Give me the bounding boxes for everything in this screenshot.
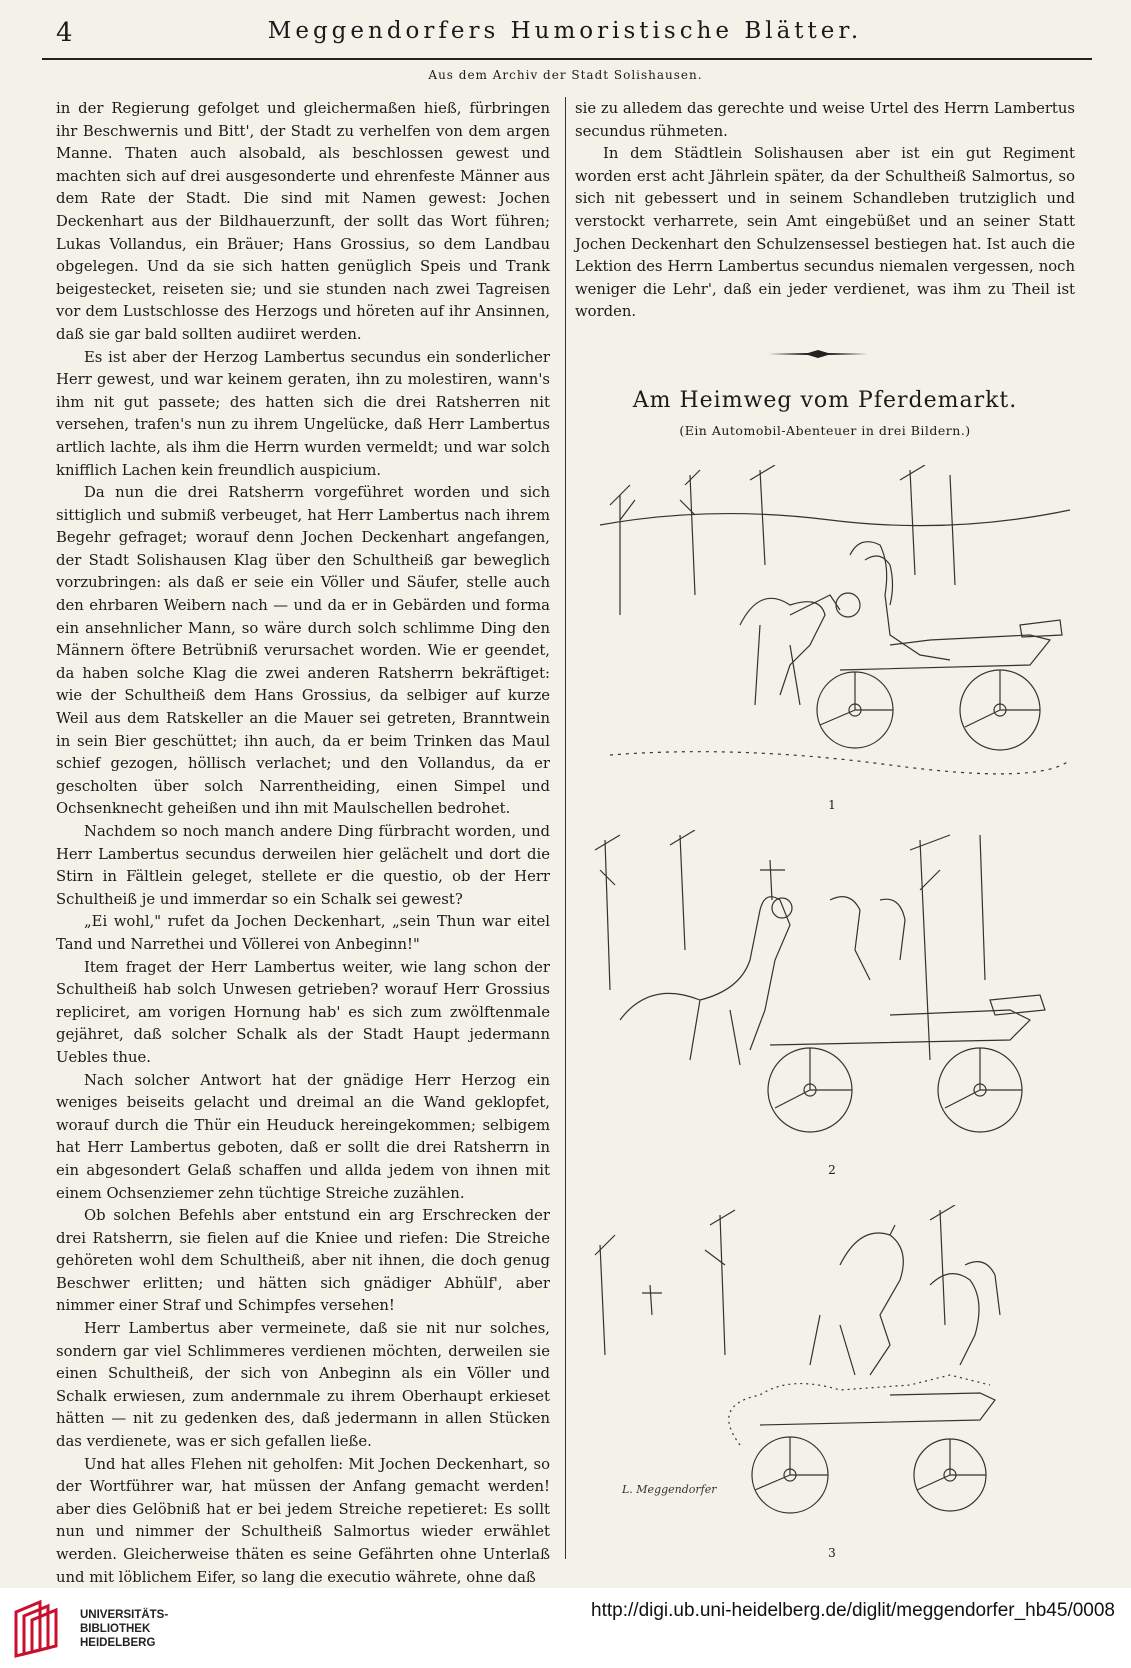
- library-name-line: BIBLIOTHEK: [80, 1623, 151, 1635]
- article-title: Am Heimweg vom Pferdemarkt.: [632, 388, 1018, 413]
- paragraph: in der Regierung gefolget und gleichermaßen hieß, fürbringen ihr Beschwernis und Bitt', der Stadt zu verhelfen von dem argen Manne. Thaten auch alsobald, als beschlossen gewest und machten sich auf drei ausgesonderte und ehrenfeste Männer aus dem Rate der Stadt. Die sind mit Namen gewest: Jochen Deckenhart aus der Bildhauerzunft, der sollt das Wort führen; Lukas Vollandus, ein Bräuer; Hans Grossius, so dem Landbau obgelegen. Und da sie sich hatten genüglich Speis und Trank beigestecket, reiseten sie; und sie stunden nach zwei Tagreisen vor dem Lustschlosse des Herzogs und höreten auf ihr Ansinnen, daß sie gar bald sollten audiiret werden.: [56, 100, 550, 343]
- paragraph: Item fraget der Herr Lambertus weiter, wie lang schon der Schultheiß hab solch Unwesen getrieben? worauf Herr Grossius repliciret, am vorigen Hornung hab' es sich zum zwölftenmale gejähret, daß solcher Schalk als der Stadt Haupt jedermann Uebles thue.: [56, 958, 550, 1066]
- panel-caption: 2: [828, 1163, 836, 1177]
- right-column: [575, 98, 1075, 324]
- page-number: 4: [56, 18, 73, 48]
- paragraph: „Ei wohl," rufet da Jochen Deckenhart, „sein Thun war eitel Tand und Narrethei und Völlerei von Anbeginn!": [56, 913, 550, 953]
- header-rule: [42, 58, 1092, 60]
- illustration-panel-2: [590, 830, 1075, 1155]
- paragraph: Es ist aber der Herzog Lambertus secundus ein sonderlicher Herr gewest, und war keinem geraten, ihn zu molestiren, wann's ihm nit gut passete; des hatten sich die drei Ratsherren nit versehen, trafen's nun zu ihrem Ungelücke, daß Herr Lambertus artlich lachte, als ihm die Herrn wurden vermeldt; und war solch knifflich Lachen kein freundlich auspicium.: [56, 348, 550, 479]
- paragraph: In dem Städtlein Solishausen aber ist ein gut Regiment worden erst acht Jährlein später, da der Schultheiß Salmortus, so sich nit gebessert und in seinem Schandleben trutziglich und verstockt verharrete, sein Amt eingebüßet und an seiner Statt Jochen Deckenhart den Schulzensessel bestiegen hat. Ist auch die Lektion des Herrn Lambertus secundus niemalen vergessen, noch weniger die Lehr', daß ein jeder verdienet, was ihm zu Theil ist worden.: [575, 145, 1075, 321]
- paragraph: Herr Lambertus aber vermeinete, daß sie nit nur solches, sondern gar viel Schlimmeres verdienen möchten, derweilen sie einen Schultheiß, der sich von Anbeginn als ein Völler und Schalk erwiesen, zum andernmale zu ihrem Oberhaupt erkieset hätten — nit zu gedenken des, daß jedermann in allen Stücken das verdienete, was er sich gefallen ließe.: [56, 1320, 550, 1451]
- paragraph: Da nun die drei Ratsherrn vorgeführet worden und sich sittiglich und submiß verbeuget, hat Herr Lambertus nach ihrem Begehr gefraget; worauf denn Jochen Deckenhart angefangen, der Stadt Solishausen Klag über den Schultheiß gar beweglich vorzubringen: als daß er seie ein Völler und Säufer, stelle auch den ehrbaren Weibern nach — und da er in Gebärden und forma ein ansehnlicher Mann, so wäre durch solch schlimme Ding den Männern öftere Betrübniß verursachet worden. Wie er geendet, da haben solche Klag die zwei anderen Ratsherrn bekräftiget: wie der Schultheiß dem Hans Grossius, da selbiger auf kurze Weil aus dem Ratskeller an die Mauer sei getreten, Branntwein in sein Bier geschüttet; ihn auch, da er beim Trinken das Maul schief gezogen, höllisch verlachet; und den Vollandus, da er gescholten über solch Narrentheiding, einen Simpel und Ochsenknecht geheißen und ihn mit Maulschellen bedrohet.: [56, 484, 550, 818]
- illustration-panel-1: [590, 465, 1075, 790]
- article-subtitle: (Ein Automobil-Abenteuer in drei Bildern.): [679, 423, 971, 438]
- paragraph: Ob solchen Befehls aber entstund ein arg Erschrecken der drei Ratsherrn, sie fielen auf die Kniee und riefen: Die Streiche gehöreten wohl dem Schultheiß, aber nit ihnen, die doch genug Beschwer erlitten; und hätten sich gnädiger Abhülf', aber nimmer einer Straf und Schimpfes versehen!: [56, 1207, 550, 1315]
- panel-caption: 3: [828, 1546, 836, 1560]
- paragraph: sie zu alledem das gerechte und weise Urtel des Herrn Lambertus secundus rühmeten.: [575, 100, 1075, 140]
- paragraph: Nach solcher Antwort hat der gnädige Herr Herzog ein weniges beiseits gelacht und dreimal an die Wand geklopfet, worauf durch die Thür ein Heuduck hereingekommen; selbigem hat Herr Lambertus geboten, daß er sollt die drei Ratsherrn in ein abgesondert Gelaß schaffen und allda jedem von ihnen mit einem Ochsenziemer zehn tüchtige Streiche zuzählen.: [56, 1071, 550, 1202]
- page-header: [50, 14, 1080, 50]
- column-divider: [565, 97, 566, 1559]
- library-name-line: HEIDELBERG: [80, 1637, 156, 1649]
- artist-signature: L. Meggendorfer: [622, 1483, 717, 1496]
- library-name: [80, 1608, 168, 1650]
- ornamental-divider: [768, 350, 868, 358]
- journal-title: Meggendorfers Humoristische Blätter.: [267, 18, 863, 44]
- paragraph: Nachdem so noch manch andere Ding fürbracht worden, und Herr Lambertus secundus derweilen hier gelächelt und dort die Stirn in Fältlein geleget, stellete er die questio, ob der Herr Schultheiß je und immerdar so ein Schalk sei gewest?: [56, 823, 550, 908]
- section-label: Aus dem Archiv der Stadt Solishausen.: [428, 68, 703, 82]
- library-emblem-icon: [10, 1598, 74, 1658]
- panel-caption: 1: [828, 798, 836, 812]
- left-column: [56, 98, 550, 1589]
- paragraph: Und hat alles Flehen nit geholfen: Mit Jochen Deckenhart, so der Wortführer war, hat müssen der Anfang gemacht werden! aber dies Gelöbniß hat er bei jedem Streiche repetieret: Es sollt nun und nimmer der Schultheiß Salmortus wieder erwählet werden. Gleicherweise thäten es seine Gefährten ohne Unterlaß und mit löblichem Eifer, so lang die executio währete, ohne daß: [56, 1455, 550, 1586]
- illustration-panel-3: [590, 1205, 1075, 1540]
- source-url-link[interactable]: http://digi.ub.uni-heidelberg.de/diglit/meggendorfer_hb45/0008: [591, 1600, 1115, 1621]
- library-name-line: UNIVERSITÄTS-: [80, 1609, 169, 1621]
